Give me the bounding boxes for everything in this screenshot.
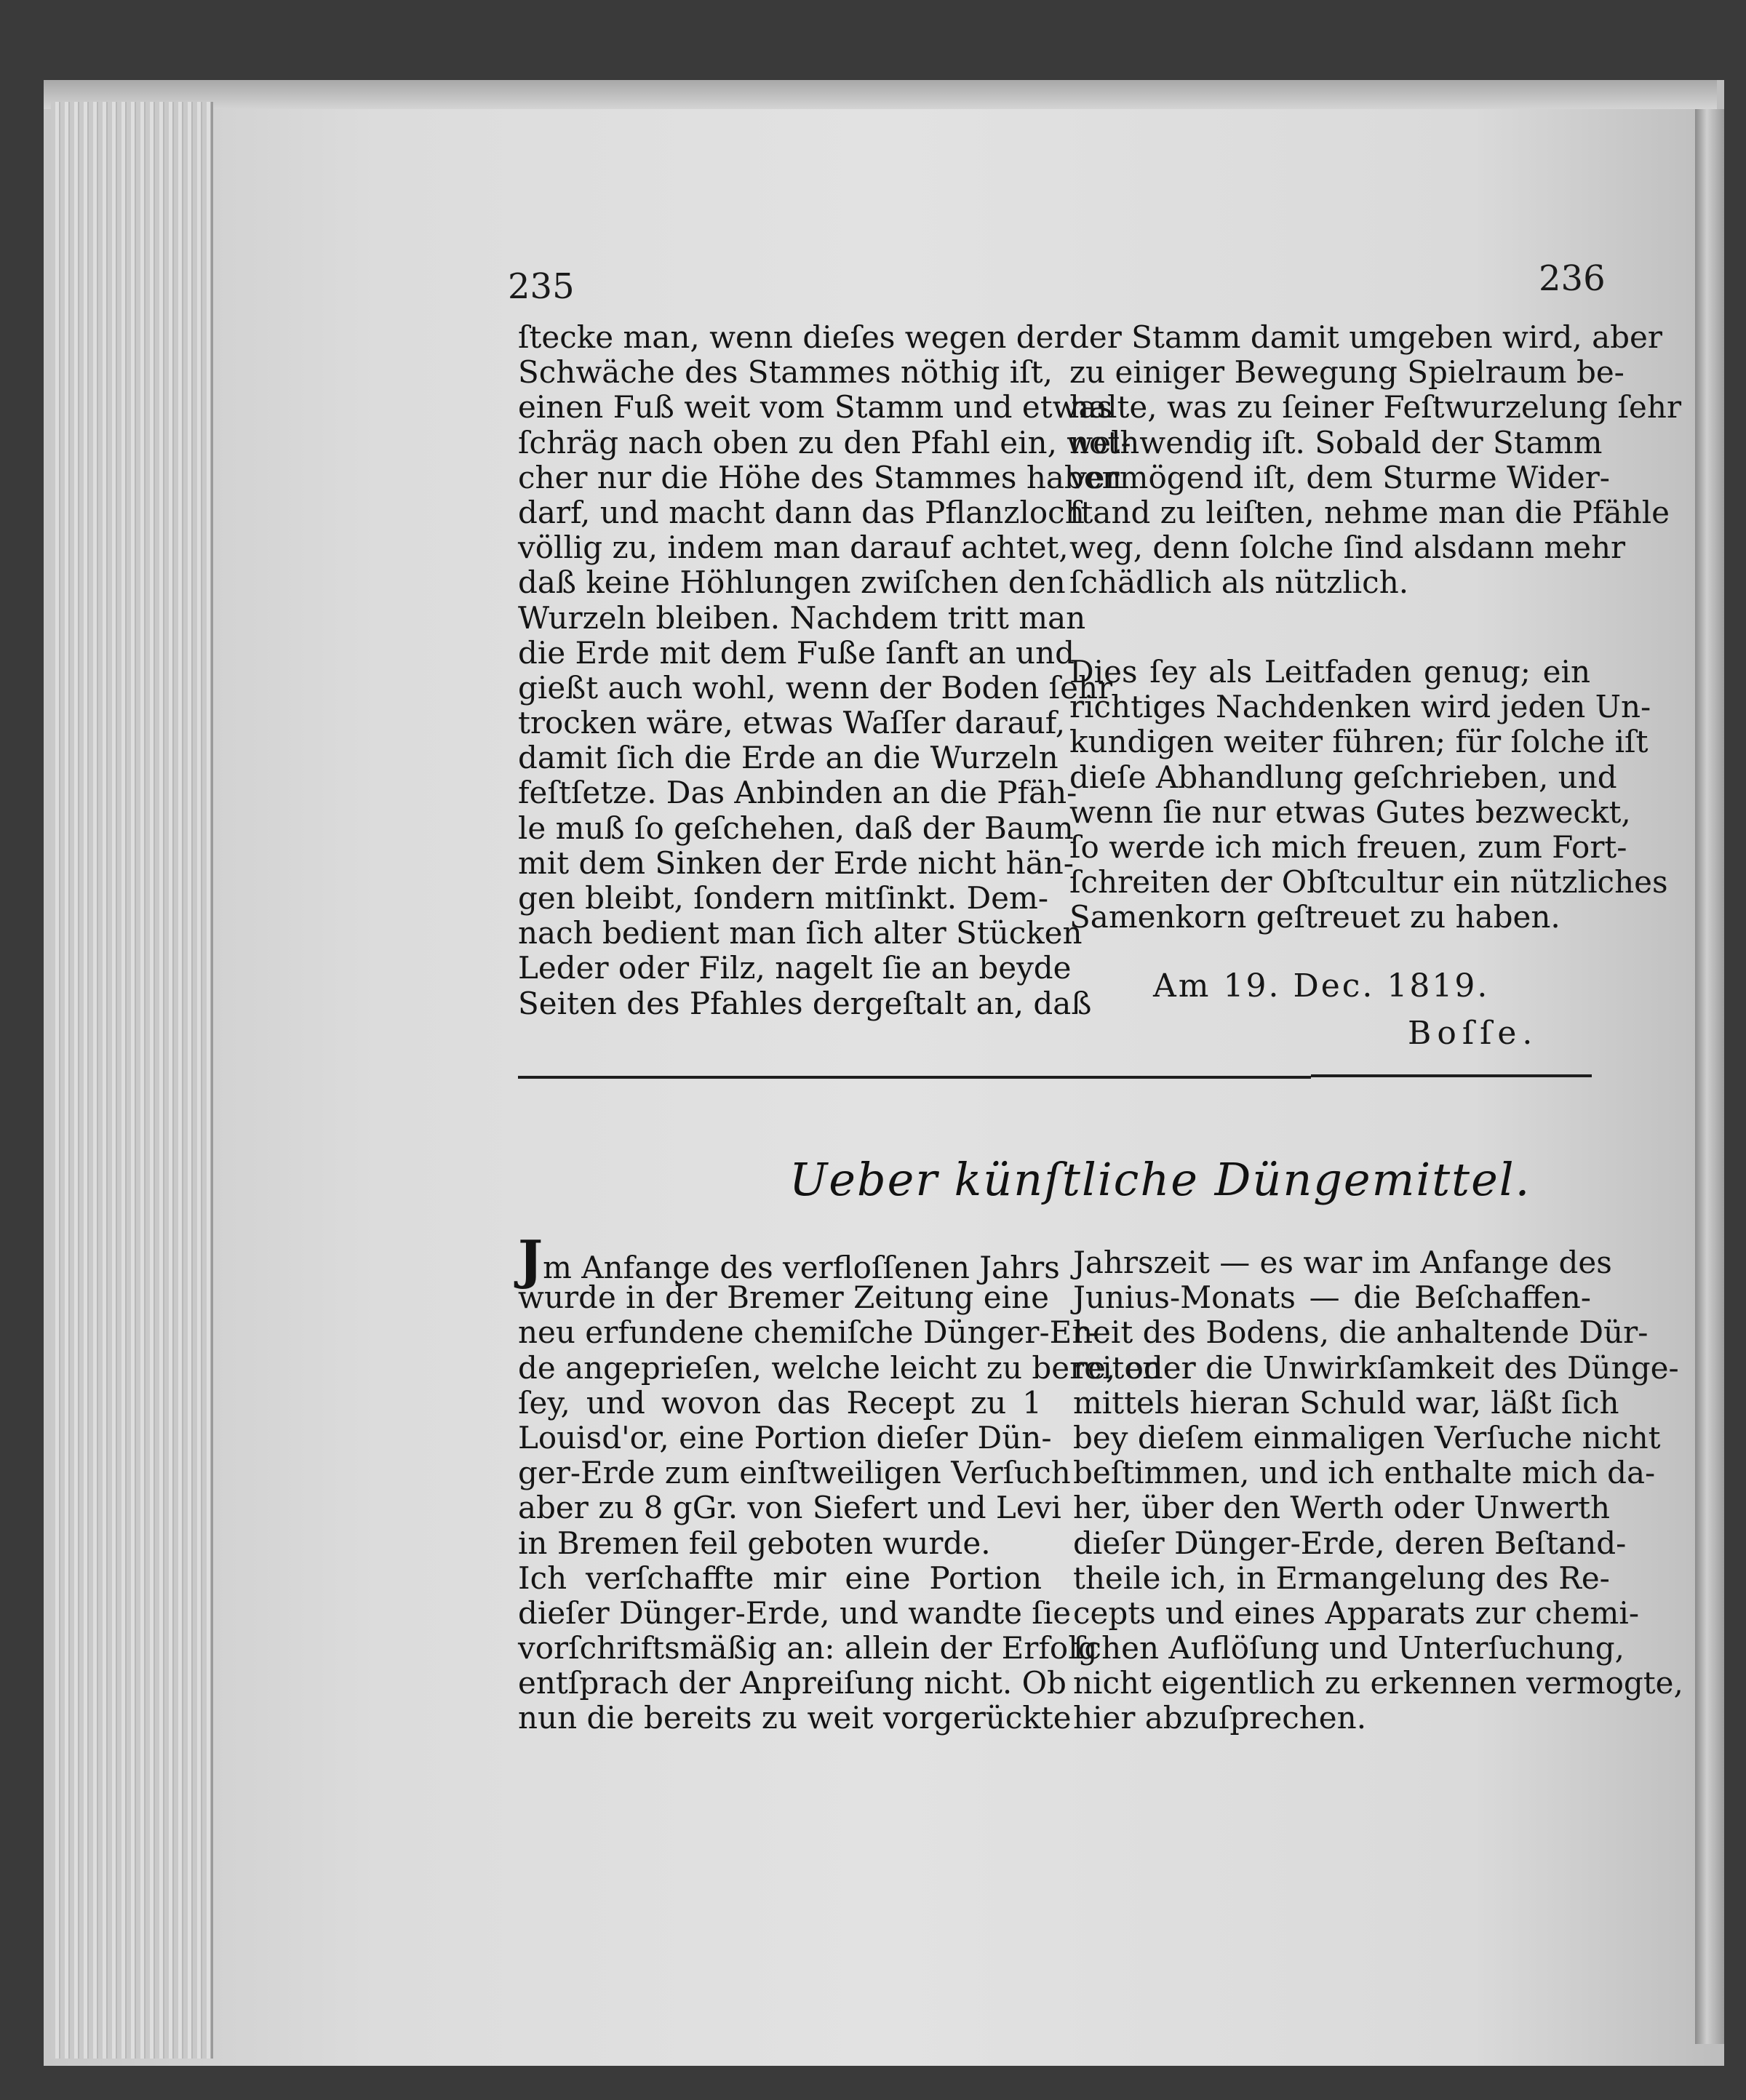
text-line: Leder oder Filz, nagelt ſie an beyde	[518, 950, 1072, 986]
text-line: trocken wäre, etwas Waſſer darauf,	[518, 705, 1066, 741]
text-line: darf, und macht dann das Pflanzloch	[518, 494, 1085, 530]
text-line: Schwäche des Stammes nöthig iſt,	[518, 354, 1053, 391]
text-line: heit des Bodens, die anhaltende Dür-	[1073, 1314, 1649, 1351]
text-line: Jahrszeit — es war im Anfange des	[1073, 1245, 1612, 1280]
text-line: ſtand zu leiſten, nehme man die Pfähle	[1069, 494, 1670, 530]
text-line: damit ſich die Erde an die Wurzeln	[518, 740, 1059, 776]
text-line: völlig zu, indem man darauf achtet,	[518, 530, 1069, 566]
drop-cap: J	[518, 1229, 543, 1290]
article-title: Ueber künſtliche Düngemittel.	[789, 1153, 1531, 1206]
text-line: ſo werde ich mich freuen, zum Fort-	[1069, 829, 1627, 865]
text-line: zu einiger Bewegung Spielraum be-	[1069, 354, 1625, 391]
upper-left-column	[518, 319, 1131, 1021]
text-line: in Bremen feil geboten wurde.	[518, 1525, 991, 1561]
lower-right-column	[1073, 1245, 1683, 1736]
text-line-rest: m Anfange des verfloſſenen Jahrs	[543, 1250, 1060, 1285]
text-line: dieſe Abhandlung geſchrieben, und	[1069, 759, 1617, 795]
upper-right-column-para2	[1069, 654, 1668, 935]
text-line: mittels hieran Schuld war, läßt ſich	[1073, 1384, 1619, 1421]
text-line: Ich verſchaffte mir eine Portion	[518, 1560, 1042, 1596]
text-line: Seiten des Pfahles dergeſtalt an, daß	[518, 985, 1092, 1021]
text-line: nach bedient man ſich alter Stücken	[518, 915, 1083, 951]
text-line: ger-Erde zum einſtweiligen Verſuch	[518, 1455, 1071, 1491]
text-line: hier abzuſprechen.	[1073, 1700, 1367, 1736]
text-line: Dies ſey als Leitfaden genug; ein	[1069, 654, 1590, 690]
section-rule-left	[518, 1076, 1311, 1079]
text-line	[518, 1229, 1060, 1290]
text-line: gießt auch wohl, wenn der Boden ſehr	[518, 669, 1113, 706]
text-line: vorſchriftsmäßig an: allein der Erfolg	[518, 1630, 1098, 1666]
text-line: Junius-Monats — die Beſchaffen-	[1073, 1279, 1591, 1316]
text-line: gen bleibt, ſondern mitſinkt. Dem-	[518, 880, 1049, 916]
signature: Boſſe.	[1408, 1015, 1539, 1052]
text-line: aber zu 8 gGr. von Siefert und Levi	[518, 1490, 1061, 1526]
text-line: de angeprieſen, welche leicht zu bereiten	[518, 1349, 1163, 1386]
text-line: ſey, und wovon das Recept zu 1	[518, 1384, 1042, 1421]
page-number-left: 235	[508, 266, 575, 307]
text-line: wenn ſie nur etwas Gutes bezweckt,	[1069, 794, 1631, 830]
section-rule-right	[1311, 1074, 1592, 1077]
text-line: ſchräg nach oben zu den Pfahl ein, wel-	[518, 424, 1131, 460]
text-line: le muß ſo geſchehen, daß der Baum	[518, 810, 1074, 846]
book-page-edges	[51, 102, 213, 2059]
text-line: neu erfundene chemiſche Dünger-Er-	[518, 1314, 1097, 1351]
text-line: ſchen Auflöſung und Unterſuchung,	[1073, 1630, 1625, 1666]
page-top-edge	[44, 80, 1717, 109]
text-line: ſchädlich als nützlich.	[1069, 564, 1409, 601]
date-line: Am 19. Dec. 1819.	[1153, 967, 1490, 1005]
text-line: mit dem Sinken der Erde nicht hän-	[518, 845, 1074, 881]
text-line: weg, denn ſolche ſind alsdann mehr	[1069, 530, 1626, 566]
text-line: dieſer Dünger-Erde, und wandte ſie	[518, 1594, 1072, 1631]
text-line: beſtimmen, und ich enthalte mich da-	[1073, 1455, 1656, 1491]
text-line: Wurzeln bleiben. Nachdem tritt man	[518, 599, 1086, 636]
next-page-edge	[1695, 109, 1724, 2044]
text-line: her, über den Werth oder Unwerth	[1073, 1490, 1611, 1526]
text-line: bey dieſem einmaligen Verſuche nicht	[1073, 1419, 1661, 1456]
text-line: cepts und eines Apparats zur chemi-	[1073, 1594, 1640, 1631]
lower-left-column	[518, 1229, 1163, 1736]
text-line: entſprach der Anpreiſung nicht. Ob	[518, 1665, 1067, 1701]
text-line: einen Fuß weit vom Stamm und etwas	[518, 389, 1113, 426]
page-number-right: 236	[1539, 258, 1606, 299]
text-line: nicht eigentlich zu erkennen vermogte,	[1073, 1665, 1683, 1701]
text-line: dieſer Dünger-Erde, deren Beſtand-	[1073, 1525, 1627, 1561]
text-line: der Stamm damit umgeben wird, aber	[1069, 319, 1662, 355]
text-line: ſchreiten der Obſtcultur ein nützliches	[1069, 864, 1668, 901]
text-line: cher nur die Höhe des Stammes haben	[518, 459, 1122, 495]
text-line: halte, was zu ſeiner Feſtwurzelung ſehr	[1069, 389, 1682, 426]
text-line: re, oder die Unwirkſamkeit des Dünge-	[1073, 1349, 1679, 1386]
text-line: ſtecke man, wenn dieſes wegen der	[518, 319, 1069, 355]
text-line: kundigen weiter führen; für ſolche iſt	[1069, 724, 1649, 760]
text-line: wurde in der Bremer Zeitung eine	[518, 1279, 1049, 1316]
text-line: vermögend iſt, dem Sturme Wider-	[1069, 459, 1610, 495]
text-line: theile ich, in Ermangelung des Re-	[1073, 1560, 1610, 1596]
text-line: nothwendig iſt. Sobald der Stamm	[1069, 424, 1603, 460]
text-line: nun die bereits zu weit vorgerückte	[518, 1700, 1072, 1736]
upper-right-column-para1	[1069, 319, 1682, 601]
text-line: daß keine Höhlungen zwiſchen den	[518, 564, 1066, 601]
text-line: richtiges Nachdenken wird jeden Un-	[1069, 689, 1651, 725]
text-line: Louisd'or, eine Portion dieſer Dün-	[518, 1419, 1052, 1456]
text-line: die Erde mit dem Fuße ſanft an und	[518, 634, 1075, 671]
text-line: feſtſetze. Das Anbinden an die Pfäh-	[518, 775, 1077, 811]
text-line: Samenkorn geſtreuet zu haben.	[1069, 899, 1560, 935]
